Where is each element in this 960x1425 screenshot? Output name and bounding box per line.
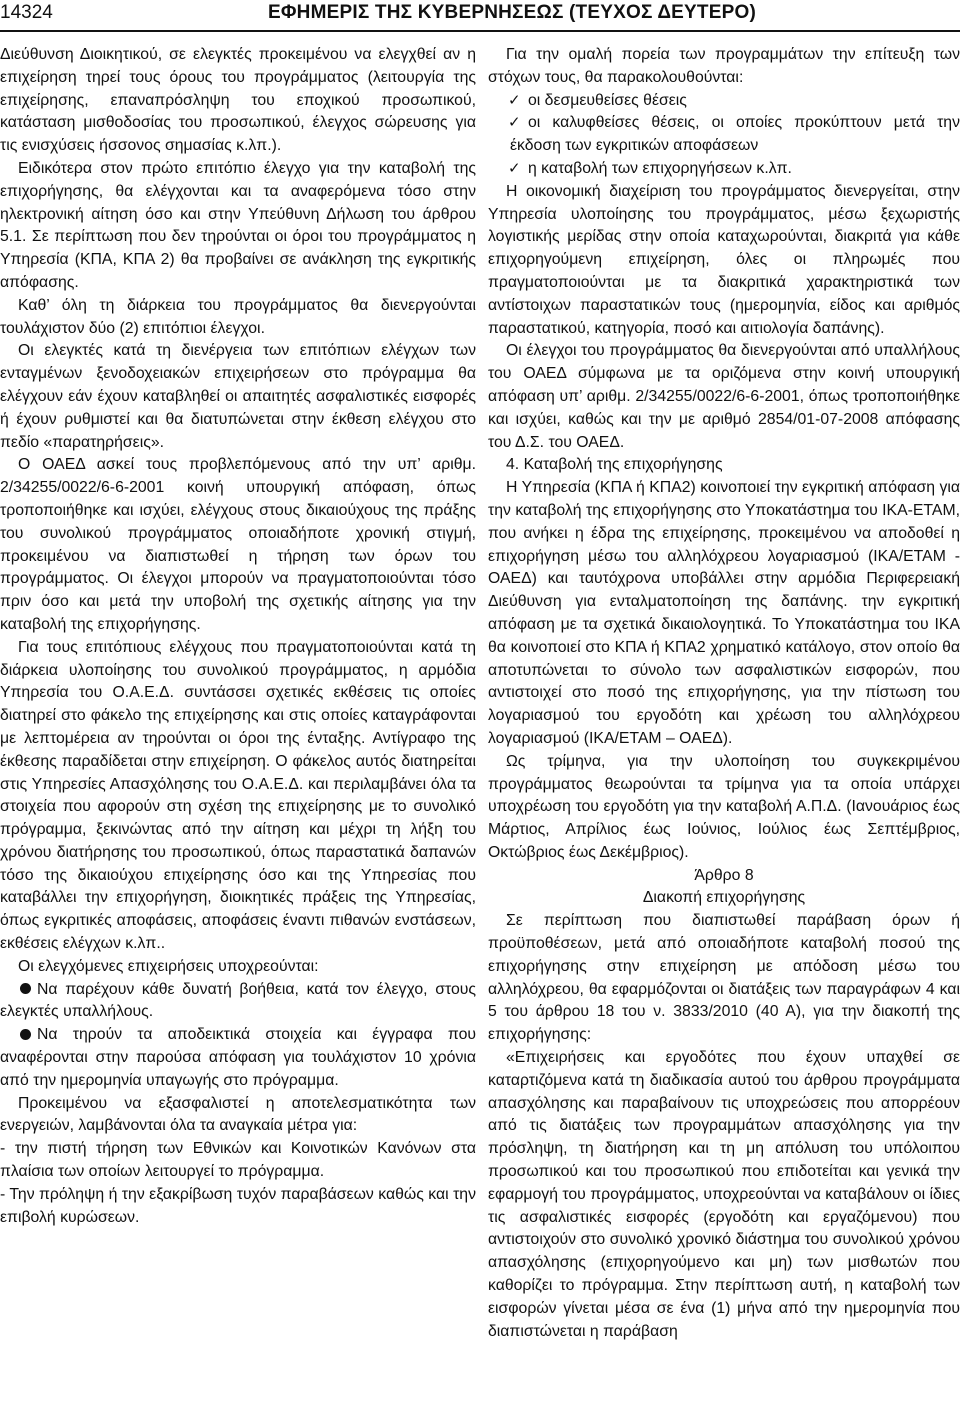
journal-title: ΕΦΗΜΕΡΙΣ ΤΗΣ ΚΥΒΕΡΝΗΣΕΩΣ (ΤΕΥΧΟΣ ΔΕΥΤΕΡΟ) <box>268 2 756 23</box>
check-item-2 <box>488 112 960 158</box>
bullet-item-1 <box>0 979 476 1025</box>
left-paragraph-7: Οι ελεγχόμενες επιχειρήσεις υποχρεούνται: <box>18 957 319 975</box>
article-title: Διακοπή επιχορήγησης <box>642 889 806 907</box>
page-header <box>0 0 960 38</box>
check-item-1 <box>488 90 960 113</box>
right-column <box>488 44 960 1343</box>
right-paragraph-5: Η Υπηρεσία (ΚΠΑ ή ΚΠΑ2) κοινοποιεί την εγκριτική απόφαση για την καταβολή της επιχορήγησης στο Υποκατάστημα του ΙΚΑ-ΕΤΑΜ, που ανήκει η έδρα της επιχείρησης, προκειμένου να αποδοθεί η επιχορήγηση μέσω του αλληλόχρεου λογαριασμού (ΙΚΑ/ΕΤΑΜ - ΟΑΕΔ) και ταυτόχρονα υποβάλλει στην αρμόδια Περιφερειακή Διεύθυνση για ενταλματοποίηση της δαπάνης. την εγκριτική απόφαση με τα σχετικά δικαιολογητικά. Το Υποκατάστημα του ΙΚΑ θα κοινοποιεί στο ΚΠΑ ή ΚΠΑ2 χρηματικό κατάλογο, στον οποίο θα αποτυπώνεται το σύνολο των ασφαλιστικών εισφορών, που αντιστοιχεί στο ποσό της επιχορήγησης, για την πίστωση του λογαριασμού του εργοδότη και χρέωση του αλληλόχρεου λογαριασμού (ΙΚΑ/ΕΤΑΜ – ΟΑΕΔ). <box>488 479 960 747</box>
check-item-3 <box>488 158 960 181</box>
left-column <box>0 44 476 1229</box>
header-rule <box>0 30 960 32</box>
check-text-3: η καταβολή των επιχορηγήσεων κ.λπ. <box>528 159 792 177</box>
right-paragraph-7: Σε περίπτωση που διαπιστωθεί παράβαση όρων ή προϋποθέσεων, μετά από οποιαδήποτε καταβολή ποσού της επιχορήγησης στην επιχείρηση με απόδοση μέσω του αλληλόχρεου, θα εφαρμόζονται οι διατάξεις των παραγράφων 4 και 5 του άρθρου 18 του ν. 3833/2010 (40 Α), για την διακοπή της επιχορήγησης: <box>488 912 960 1044</box>
left-paragraph-5: Ο ΟΑΕΔ ασκεί τους προβλεπόμενους από την υπ’ αριθμ. 2/34255/0022/6-6-2001 κοινή υπουργική απόφαση, όπως τροποποιήθηκε και ισχύει, ελέγχους στους δικαιούχους της πράξης του συνολικού προγράμματος οποιαδήποτε χρονική στιγμή, προκειμένου να διαπιστωθεί η τήρηση των όρων του προγράμματος. Οι έλεγχοι μπορούν να πραγματοποιούνται τόσο πριν όσο και μετά την υποβολή της σχετικής αίτησης για την καταβολή της επιχορήγησης. <box>0 456 476 633</box>
left-paragraph-2: Ειδικότερα στον πρώτο επιτόπιο έλεγχο για την καταβολή της επιχορήγησης, θα ελέγχονται και τα αναφερόμενα τόσο στην ηλεκτρονική αίτηση όσο και στην Υπεύθυνη Δήλωση του άρθρου 5.1. Σε περίπτωση που δεν τηρούνται οι όροι του προγράμματος η Υπηρεσία (ΚΠΑ, ΚΠΑ 2) θα προβαίνει σε ανάκληση της εγκριτικής απόφασης. <box>0 159 476 291</box>
bullet-item-2 <box>0 1024 476 1092</box>
check-text-1: οι δεσμευθείσες θέσεις <box>528 91 687 109</box>
dash-item-1: - την πιστή τήρηση των Εθνικών και Κοινοτικών Κανόνων στα πλαίσια των οποίων λειτουργεί το πρόγραμμα. <box>0 1140 476 1181</box>
right-paragraph-6: Ως τρίμηνα, για την υλοποίηση του συγκεκριμένου προγράμματος θεωρούνται τα τρίμηνα για τα οποία υπάρχει υποχρέωση του εργοδότη για την καταβολή Α.Π.Δ. (Ιανουάριος έως Μάρτιος, Απρίλιος έως Ιούνιος, Ιούλιος έως Σεπτέμβριος, Οκτώβριος έως Δεκέμβριος). <box>488 752 960 861</box>
right-paragraph-3: Οι έλεγχοι του προγράμματος θα διενεργούνται από υπαλλήλους του ΟΑΕΔ σύμφωνα με τα οριζόμενα στην κοινή υπουργική απόφαση υπ’ αριθμ. 2/34255/0022/6-6-2001, όπως τροποποιήθηκε και ισχύει, καθώς και την με αριθμό 2854/01-07-2008 απόφασης του Δ.Σ. του ΟΑΕΔ. <box>488 342 960 451</box>
right-paragraph-1: Για την ομαλή πορεία των προγραμμάτων την επίτευξη των στόχων τους, θα παρακολουθούνται: <box>488 46 960 86</box>
article-number: Άρθρο 8 <box>694 866 754 884</box>
checkmark-icon: ✓ <box>508 114 521 132</box>
checkmark-icon: ✓ <box>508 159 521 177</box>
left-paragraph-8: Προκειμένου να εξασφαλιστεί η αποτελεσματικότητα των ενεργειών, λαμβάνονται όλα τα αναγκαία μέτρα για: <box>0 1094 476 1135</box>
check-text-2: οι καλυφθείσες θέσεις, οι οποίες προκύπτουν μετά την έκδοση των εγκριτικών αποφάσεων <box>510 114 960 155</box>
right-paragraph-8: «Επιχειρήσεις και εργοδότες που έχουν υπαχθεί σε καταρτιζόμενα κατά τη διαδικασία αυτού του άρθρου προγράμματα απασχόλησης και παραβαίνουν τις υποχρεώσεις που απορρέουν από τις διατάξεις των προγραμμάτων απασχόλησης για την πρόσληψη, τη διατήρηση και τη μη απόλυση του υπόλοιπου προσωπικού και του προσωπικού που επιδοτείται και γενικά την εφαρμογή του προγράμματος, υποχρεούνται να καταβάλουν οι ίδιες τις ασφαλιστικές εισφορές (εργοδότη και εργαζόμενου) που αντιστοιχούν στο συνολικό χρονικό διάστημα του συνολικού χρόνου απασχόλησης (επιχορηγούμενο και μη) των μισθωτών που καθορίζει το πρόγραμμα. Στην περίπτωση αυτή, η καταβολή των εισφορών γίνεται μέσα σε ένα (1) μήνα από την ημερομηνία που διαπιστώνεται η παράβαση <box>488 1049 960 1340</box>
bullet-dot-icon <box>20 983 31 994</box>
left-paragraph-1: Διεύθυνση Διοικητικού, σε ελεγκτές προκειμένου να ελεγχθεί αν η επιχείρηση τηρεί τους όρους του προγράμματος (λειτουργία της επιχείρησης, επαναπρόσληψη του εποχικού προσωπικού, κατάσταση μισθοδοσίας του προσωπικού, έλεγχος σώρευσης για τις ενισχύσεις ήσσονος σημασίας κ.λπ.). <box>0 46 476 155</box>
checkmark-icon: ✓ <box>508 91 521 109</box>
right-paragraph-2: Η οικονομική διαχείριση του προγράμματος διενεργείται, στην Υπηρεσία υλοποίησης του προγράμματος, μέσω ξεχωριστής λογιστικής μερίδας στην οποία καταχωρούνται, διακριτά για κάθε επιχορηγούμενη επιχείρηση, όλες οι πληρωμές που πραγματοποιούνται με τα διακριτικά χαρακτηριστικά των αντίστοιχων παραστατικών τους (ημερομηνία, είδος και αριθμός παραστατικού, κατηγορία, ποσό και αιτιολογία δαπάνης). <box>488 182 960 337</box>
page-number: 14324 <box>0 2 53 23</box>
left-paragraph-6: Για τους επιτόπιους ελέγχους που πραγματοποιούνται κατά τη διάρκεια υλοποίησης του συνολικού προγράμματος, η αρμόδια Υπηρεσία του Ο.Α.Ε.Δ. συντάσσει σχετικές εκθέσεις τις οποίες διατηρεί στο φάκελο της επιχείρησης και στις οποίες καταγράφονται με λεπτομέρεια αν τηρούνται οι όροι της ένταξης. Αντίγραφο της έκθεσης παραδίδεται στην επιχείρηση. Ο φάκελος αυτός διατηρείται στις Υπηρεσίες Απασχόλησης του Ο.Α.Ε.Δ. και περιλαμβάνει όλα τα στοιχεία που αφορούν στη σχέση της επιχείρησης με το συνολικό πρόγραμμα, ξεκινώντας από την αίτηση και μέχρι τη λήξη του χρόνου διατήρησης του προσωπικού, όπως παραστατικά δαπανών τόσο της δικαιούχου επιχείρησης όσο και της Υπηρεσίας που καταβάλλει την επιχορήγηση, διοικητικές πράξεις της Υπηρεσίας, όπως εγκριτικές αποφάσεις, αποφάσεις έναντι πιθανών ενστάσεων, εκθέσεις ελέγχων κ.λπ.. <box>0 638 476 953</box>
dash-item-2: - Την πρόληψη ή την εξακρίβωση τυχόν παραβάσεων καθώς και την επιβολή κυρώσεων. <box>0 1185 476 1226</box>
left-paragraph-3: Καθ’ όλη τη διάρκεια του προγράμματος θα διενεργούνται τουλάχιστον δύο (2) επιτόπιοι έλεγχοι. <box>0 296 476 337</box>
bullet-dot-icon <box>20 1029 31 1040</box>
bullet-text-1: Να παρέχουν κάθε δυνατή βοήθεια, κατά τον έλεγχο, στους ελεγκτές υπαλλήλους. <box>0 980 476 1021</box>
left-paragraph-4: Οι ελεγκτές κατά τη διενέργεια των επιτόπιων ελέγχων των ενταγμένων ξενοδοχειακών επιχειρήσεων στο πρόγραμμα θα ελέγχουν εάν έχουν καταβληθεί οι απαιτητές ασφαλιστικές εισφορές ή έχουν ρυθμιστεί και θα διατυπώνεται στην έκθεση ελέγχου στο πεδίο «παρατηρήσεις». <box>0 342 476 451</box>
bullet-text-2: Να τηρούν τα αποδεικτικά στοιχεία και έγγραφα που αναφέρονται στην παρούσα απόφαση για τουλάχιστον 10 χρόνια από την ημερομηνία υπαγωγής στο πρόγραμμα. <box>0 1026 476 1089</box>
section-heading-4: 4. Καταβολή της επιχορήγησης <box>506 456 723 474</box>
